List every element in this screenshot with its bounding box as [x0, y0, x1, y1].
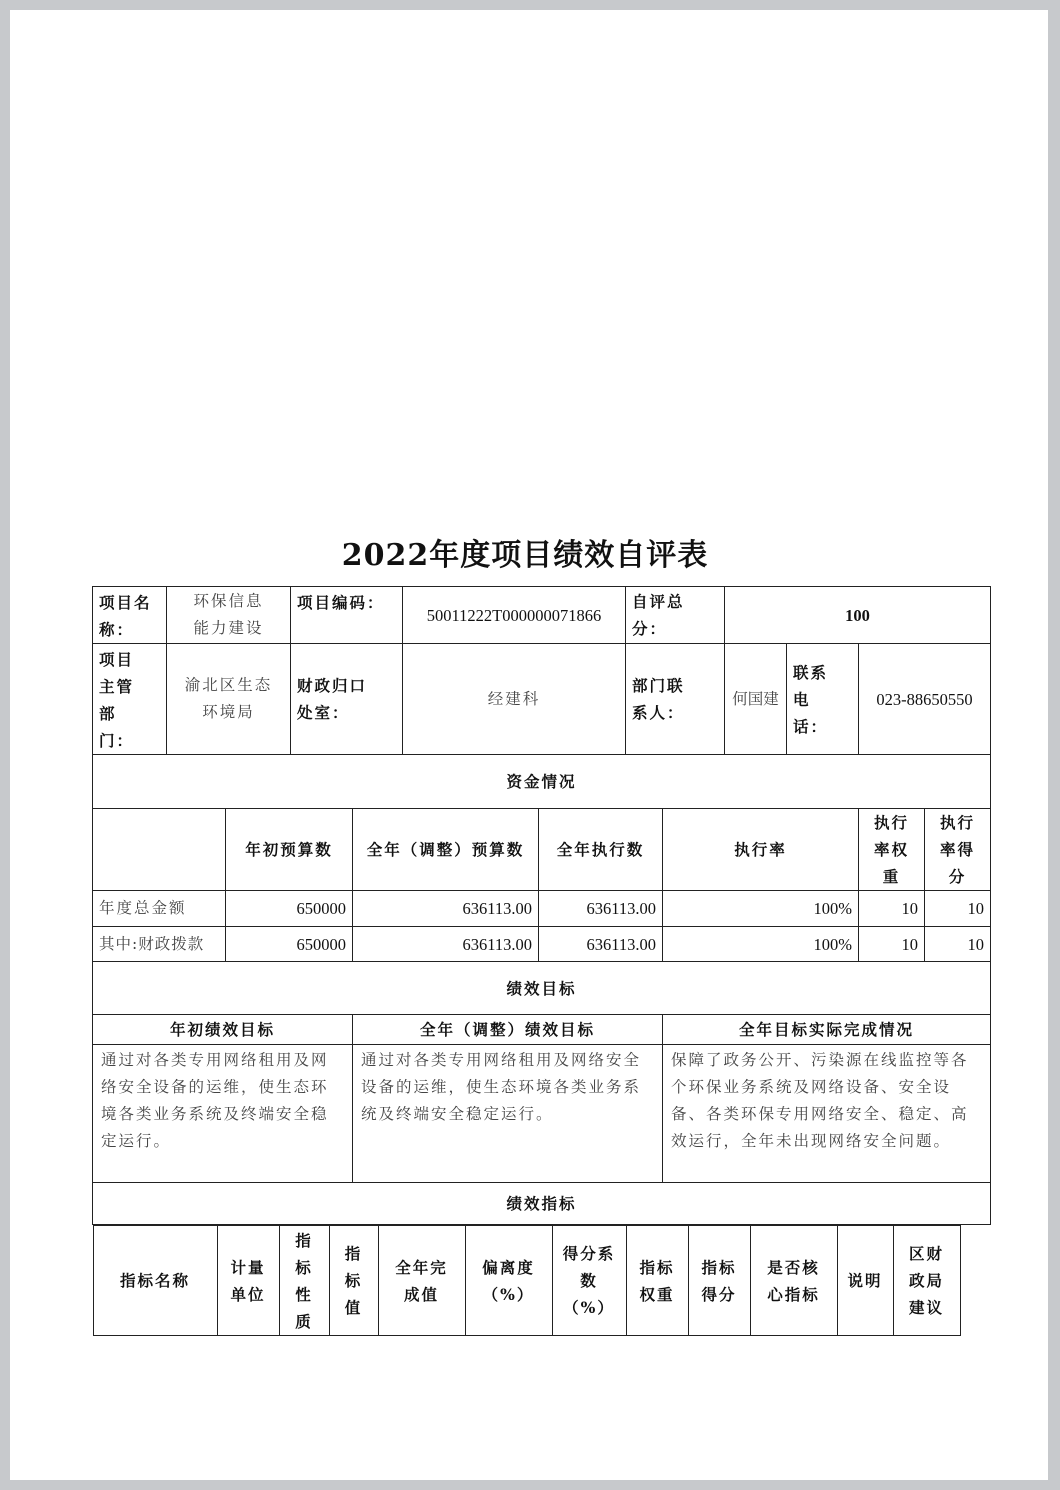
dept-label: 项目主管部门：: [93, 644, 167, 755]
indicator-col-weight: 指标权重: [626, 1226, 688, 1336]
goals-header-row: [93, 1015, 991, 1045]
funds-cell: 650000: [226, 927, 353, 962]
goals-col-adjusted: 全年（调整）绩效目标: [353, 1015, 663, 1045]
indicators-section-title: 绩效指标: [93, 1183, 991, 1225]
funds-row-label: 年度总金额: [93, 891, 226, 927]
indicator-col-coefficient: 得分系数（%）: [552, 1226, 626, 1336]
evaluation-table: [92, 586, 991, 1336]
indicator-col-name: 指标名称: [93, 1226, 217, 1336]
indicator-col-value: 指标值: [329, 1226, 378, 1336]
funds-row-total: [93, 891, 991, 927]
indicator-col-core: 是否核心指标: [750, 1226, 837, 1336]
indicator-col-unit: 计量单位: [217, 1226, 279, 1336]
goals-col-initial: 年初绩效目标: [93, 1015, 353, 1045]
funds-cell: 10: [859, 927, 925, 962]
funds-col-blank: [93, 809, 226, 891]
goals-section-row: [93, 962, 991, 1015]
contact-label: 部门联系人：: [626, 644, 725, 755]
funds-col-rate-score: 执行率得分: [925, 809, 991, 891]
dept-value: 渝北区生态环境局: [167, 644, 291, 755]
contact-value: 何国建: [725, 644, 787, 755]
funds-cell: 10: [925, 927, 991, 962]
goals-section-title: 绩效目标: [93, 962, 991, 1015]
funds-cell: 10: [925, 891, 991, 927]
funds-cell: 100%: [663, 927, 859, 962]
funds-section-title: 资金情况: [93, 755, 991, 809]
goals-col-actual: 全年目标实际完成情况: [663, 1015, 991, 1045]
finance-label: 财政归口处室：: [291, 644, 403, 755]
phone-label: 联系电话：: [787, 644, 859, 755]
funds-cell: 636113.00: [539, 927, 663, 962]
funds-col-initial-budget: 年初预算数: [226, 809, 353, 891]
indicator-col-suggestion: 区财政局建议: [893, 1226, 960, 1336]
header-row-1: [93, 587, 991, 644]
project-name-value: 环保信息能力建设: [167, 587, 291, 644]
project-name-label: 项目名称：: [93, 587, 167, 644]
header-row-2: [93, 644, 991, 755]
project-code-value: 50011222T000000071866: [403, 587, 626, 644]
funds-cell: 636113.00: [353, 927, 539, 962]
project-code-label: 项目编码：: [291, 587, 403, 644]
funds-cell: 636113.00: [539, 891, 663, 927]
funds-col-rate-weight: 执行率权重: [859, 809, 925, 891]
funds-col-executed: 全年执行数: [539, 809, 663, 891]
indicator-col-nature: 指标性质: [279, 1226, 329, 1336]
funds-row-fiscal: [93, 927, 991, 962]
funds-section-row: [93, 755, 991, 809]
goals-values-row: [93, 1045, 991, 1183]
funds-row-label: 其中:财政拨款: [93, 927, 226, 962]
goals-adjusted-text: 通过对各类专用网络租用及网络安全设备的运维，使生态环境各类业务系统及终端安全稳定运行。: [353, 1045, 663, 1183]
indicator-col-completed: 全年完成值: [378, 1226, 465, 1336]
funds-col-adjusted-budget: 全年（调整）预算数: [353, 809, 539, 891]
funds-cell: 100%: [663, 891, 859, 927]
funds-col-rate: 执行率: [663, 809, 859, 891]
finance-value: 经建科: [403, 644, 626, 755]
document-page: [10, 10, 1048, 1480]
score-value: 100: [725, 587, 991, 644]
funds-cell: 650000: [226, 891, 353, 927]
page-title: 2022年度项目绩效自评表: [341, 538, 709, 573]
funds-header-row: [93, 809, 991, 891]
indicator-col-note: 说明: [837, 1226, 893, 1336]
indicator-col-deviation: 偏离度（%）: [465, 1226, 552, 1336]
score-label: 自评总分：: [626, 587, 725, 644]
indicator-col-score: 指标得分: [688, 1226, 750, 1336]
funds-cell: 636113.00: [353, 891, 539, 927]
goals-actual-text: 保障了政务公开、污染源在线监控等各个环保业务系统及网络设备、安全设备、各类环保专用网络安全、稳定、高效运行，全年未出现网络安全问题。: [663, 1045, 991, 1183]
indicators-header-table: [93, 1225, 961, 1336]
indicators-section-row: [93, 1183, 991, 1225]
goals-initial-text: 通过对各类专用网络租用及网络安全设备的运维，使生态环境各类业务系统及终端安全稳定运行。: [93, 1045, 353, 1183]
indicators-header-row: [93, 1225, 991, 1337]
phone-value: 023-88650550: [859, 644, 991, 755]
funds-cell: 10: [859, 891, 925, 927]
